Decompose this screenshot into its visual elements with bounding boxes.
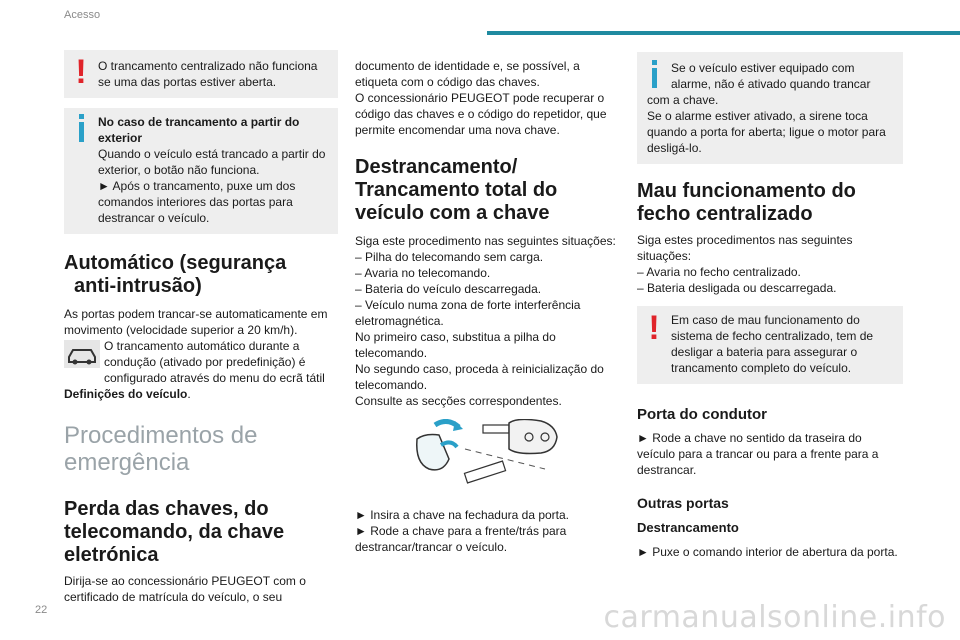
- lost-keys-title-line2: telecomando, da chave: [64, 521, 285, 543]
- vehicle-settings-menu-label: Definições do veículo: [64, 387, 188, 401]
- section-title-automatic-line2: anti-intrusão): [74, 275, 202, 297]
- section-title-automatic: [64, 252, 338, 298]
- list-item: – Bateria do veículo descarregada.: [355, 282, 542, 296]
- alarm-siren-text: Se o alarme estiver ativado, a sirene toca quando a porta for aberta; ligue o motor para desligá-lo.: [647, 109, 886, 155]
- chapter-title-line1: Procedimentos de: [64, 422, 258, 449]
- driver-door-title: Porta do condutor: [637, 406, 767, 423]
- unlocking-title: Destrancamento: [637, 520, 739, 535]
- other-doors-title: Outras portas: [637, 495, 729, 511]
- column-middle: [355, 58, 620, 555]
- warning-icon: !: [648, 309, 660, 347]
- section-title-automatic-line1: Automático (segurança: [64, 252, 287, 274]
- list-item: – Avaria no fecho centralizado.: [637, 265, 801, 279]
- section-title-key-unlock: [355, 156, 620, 225]
- driver-door-step: ► Rode a chave no sentido da traseira do veículo para a trancar ou para a frente para a destrancar.: [637, 431, 879, 477]
- battery-warning-text: Em caso de mau funcionamento do sistema de fecho centralizado, tem de desligar a bateria para assegurar o trancamento completo do veículo.: [671, 313, 874, 375]
- page-number: 22: [35, 604, 48, 616]
- column-right: [637, 52, 903, 560]
- first-case-text: No primeiro caso, substitua a pilha do telecomando.: [355, 330, 556, 360]
- battery-warning-note: [637, 306, 903, 384]
- period: .: [187, 387, 191, 401]
- lost-keys-title-line1: Perda das chaves, do: [64, 498, 269, 520]
- list-item: – Bateria desligada ou descarregada.: [637, 281, 837, 295]
- site-watermark: carmanualsonline.info: [603, 600, 946, 635]
- section-header-title: Acesso: [64, 9, 101, 21]
- key-unlock-title-line2: Trancamento total do: [355, 179, 558, 201]
- automatic-setting-text: O trancamento automático durante a condução (ativado por predefinição) é configurado através do menu do ecrã tátil: [104, 339, 325, 385]
- info-note-body: Quando o veículo está trancado a partir do exterior, o botão não funciona.: [98, 147, 326, 177]
- section-title-lost-keys: [64, 498, 338, 567]
- automatic-setting-menu: [64, 386, 338, 402]
- second-case-text: No segundo caso, proceda à reinicialização do telecomando.: [355, 362, 604, 392]
- turn-key-step: ► Rode a chave para a frente/trás para destrancar/trancar o veículo.: [355, 524, 567, 554]
- header-accent-bar: [487, 31, 960, 35]
- situations-list: [355, 249, 620, 329]
- warning-note: [64, 50, 338, 98]
- automatic-setting-note: [64, 338, 338, 386]
- key-unlock-intro: Siga este procedimento nas seguintes situações:: [355, 234, 616, 248]
- info-icon: [647, 60, 661, 92]
- fault-title-line1: Mau funcionamento do: [637, 180, 856, 202]
- see-sections-text: Consulte as secções correspondentes.: [355, 394, 562, 408]
- automatic-text: As portas podem trancar-se automaticamente em movimento (velocidade superior a 20 km/h).: [64, 307, 328, 337]
- info-note-title: No caso de trancamento a partir do exterior: [98, 115, 300, 145]
- key-unlock-title-line3: veículo com a chave: [355, 202, 550, 224]
- info-icon: [74, 114, 88, 146]
- info-note-step: ► Após o trancamento, puxe um dos comandos interiores das portas para destrancar o veículo.: [98, 179, 296, 225]
- insert-key-step: ► Insira a chave na fechadura da porta.: [355, 508, 570, 522]
- continued-text: documento de identidade e, se possível, a etiqueta com o código das chaves.: [355, 59, 580, 89]
- alarm-info-text: Se o veículo estiver equipado com alarme, não é ativado quando trancar com a chave.: [647, 61, 871, 107]
- list-item: – Avaria no telecomando.: [355, 266, 491, 280]
- info-note: [64, 108, 338, 234]
- chapter-title-emergency: [64, 422, 338, 476]
- lost-keys-title-line3: eletrónica: [64, 544, 159, 566]
- dealer-text: O concessionário PEUGEOT pode recuperar o código das chaves e o código do repetidor, que permite encomendar uma nova chave.: [355, 91, 607, 137]
- key-in-lock-illustration: [405, 419, 565, 489]
- chapter-title-line2: emergência: [64, 449, 190, 476]
- list-item: – Veículo numa zona de forte interferência eletromagnética.: [355, 298, 581, 328]
- warning-icon: !: [75, 53, 87, 91]
- key-unlock-title-line1: Destrancamento/: [355, 156, 518, 178]
- car-lock-icon: [64, 340, 100, 368]
- alarm-info-note: [637, 52, 903, 164]
- fault-intro: Siga estes procedimentos nas seguintes situações:: [637, 233, 853, 263]
- unlocking-step: ► Puxe o comando interior de abertura da porta.: [637, 545, 898, 559]
- section-title-central-locking-fault: [637, 180, 903, 226]
- lost-keys-text: Dirija-se ao concessionário PEUGEOT com o certificado de matrícula do veículo, o seu: [64, 574, 306, 604]
- fault-title-line2: fecho centralizado: [637, 203, 813, 225]
- list-item: – Pilha do telecomando sem carga.: [355, 250, 544, 264]
- column-left: [64, 50, 338, 605]
- warning-text: O trancamento centralizado não funciona se uma das portas estiver aberta.: [98, 59, 318, 89]
